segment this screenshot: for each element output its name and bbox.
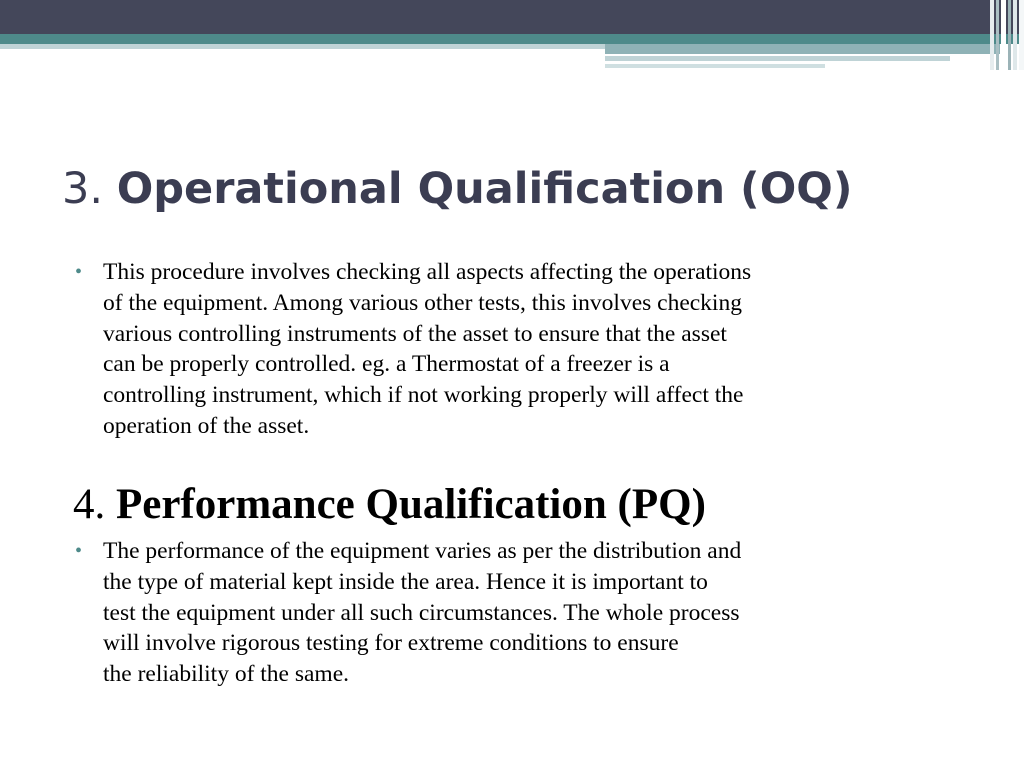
pq-line: test the equipment under all such circumstances. The whole process <box>103 599 740 626</box>
pq-bullet-item <box>75 536 970 690</box>
oq-line: various controlling instruments of the asset to ensure that the asset <box>103 320 727 347</box>
oq-line: of the equipment. Among various other tests, this involves checking <box>103 289 742 316</box>
pq-line: the type of material kept inside the area. Hence it is important to <box>103 568 708 595</box>
header-stripes <box>990 0 1024 70</box>
header-accent-line <box>605 64 825 68</box>
title-text: Operational Qualification (OQ) <box>116 164 853 214</box>
pq-line: will involve rigorous testing for extreme conditions to ensure <box>103 630 679 657</box>
oq-line: operation of the asset. <box>103 412 310 439</box>
pq-line: The performance of the equipment varies as per the distribution and <box>103 538 742 564</box>
header-accent-line <box>605 44 1000 54</box>
pq-heading <box>73 474 706 536</box>
oq-bullet-item <box>75 257 970 442</box>
title-number: 3. <box>62 164 104 214</box>
oq-line: This procedure involves checking all aspects affecting the operations <box>103 259 752 285</box>
pq-line: the reliability of the same. <box>103 661 350 688</box>
header-accent-line <box>605 56 950 61</box>
slide-title <box>62 160 852 218</box>
bullet-icon: • <box>75 540 83 562</box>
oq-paragraph <box>103 257 970 442</box>
header-bar <box>0 0 1024 34</box>
oq-line: controlling instrument, which if not working properly will affect the <box>103 382 744 409</box>
oq-line: can be properly controlled. eg. a Thermostat of a freezer is a <box>103 351 670 378</box>
pq-heading-text: Performance Qualification (PQ) <box>116 481 706 528</box>
header-accent-band <box>0 34 1024 44</box>
bullet-icon: • <box>75 261 83 283</box>
header-accent-line <box>0 44 605 49</box>
pq-number: 4. <box>73 481 106 528</box>
pq-paragraph <box>103 536 970 690</box>
